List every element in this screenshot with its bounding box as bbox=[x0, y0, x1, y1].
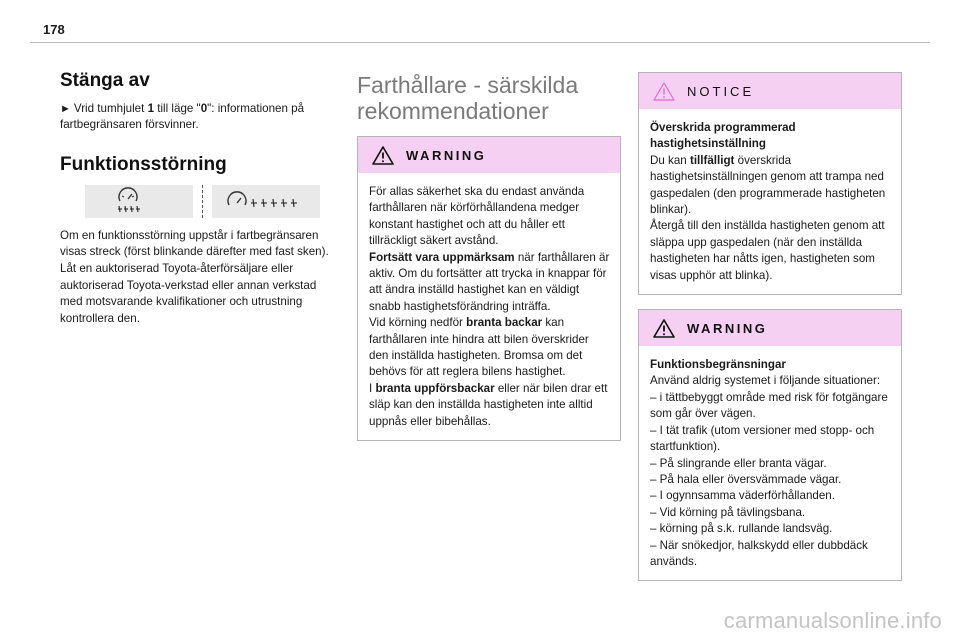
speedometer-dashes-icon bbox=[114, 187, 164, 215]
arrow-right-icon: ► bbox=[60, 102, 71, 115]
display-separator bbox=[202, 185, 203, 218]
column-left bbox=[60, 70, 335, 327]
limitation-item: – I ogynnsamma väderförhållanden. bbox=[650, 489, 835, 503]
warning-label-2: WARNING bbox=[687, 320, 768, 336]
warning-label: WARNING bbox=[406, 147, 487, 163]
limitation-item: – i tättbebyggt område med risk för fotgängare som går över vägen. bbox=[650, 390, 888, 421]
warning-header-2 bbox=[639, 310, 901, 346]
warning-para-3: Vid körning nedför branta backar kan farthållaren inte hindra att bilen överskrider den inställda hastigheten. Bromsa om det behövs för att reglera bilens hastighet. bbox=[369, 316, 589, 379]
notice-heading: Överskrida programmerad hastighetsinställning bbox=[650, 121, 796, 151]
warning-body bbox=[358, 173, 620, 440]
limitation-item: – På slingrande eller branta vägar. bbox=[650, 456, 827, 470]
top-rule bbox=[30, 42, 930, 43]
notice-para-2: Återgå till den inställda hastigheten genom att släppa upp gaspedalen (när den inställda hastigheten har nåtts igen, hastigheten som visas upphör att blinka). bbox=[650, 219, 885, 282]
malfunction-para-1: Om en funktionsstörning uppstår i fartbegränsaren visas streck (först blinkande därefter med fast sken). bbox=[60, 228, 329, 259]
warning-header bbox=[358, 137, 620, 173]
speed-limiter-dashes-display-2 bbox=[212, 185, 320, 218]
limitation-item: – I tät trafik (utom versioner med stopp- och startfunktion). bbox=[650, 423, 875, 454]
limitations-intro: Använd aldrig systemet i följande situationer: bbox=[650, 374, 881, 388]
warning-triangle-icon bbox=[372, 146, 394, 165]
notice-label: NOTICE bbox=[687, 83, 755, 99]
malfunction-para-2: Låt en auktoriserad Toyota-återförsäljare eller auktoriserad Toyota-verkstad eller annan verkstad med motsvarande kvalifikationer och utrustning kontrollera den. bbox=[60, 262, 317, 325]
warning-triangle-icon bbox=[653, 319, 675, 338]
warning-body-2 bbox=[639, 346, 901, 580]
turn-off-text: ► Vrid tumhjulet 1 till läge "0": informationen på fartbegränsaren försvinner. bbox=[60, 101, 305, 132]
watermark: carmanualsonline.info bbox=[723, 608, 942, 633]
section-title-turn-off: Stänga av bbox=[60, 70, 150, 91]
page-number: 178 bbox=[43, 22, 65, 37]
section-title-cruise-recommendations: Farthållare - särskilda rekommendationer bbox=[357, 72, 579, 124]
warning-box-cruise bbox=[357, 136, 621, 441]
notice-box bbox=[638, 72, 902, 295]
warning-para-4: I branta uppförsbackar eller när bilen drar ett släp kan den inställda hastigheten inte alltid uppnås eller bibehållas. bbox=[369, 381, 608, 428]
warning-box-limitations bbox=[638, 309, 902, 581]
warning-para-1: För allas säkerhet ska du endast använda farthållaren när körförhållandena medger konstant hastighet och att du håller ett tillräckligt säkert avstånd. bbox=[369, 185, 585, 248]
limitation-item: – Vid körning på tävlingsbana. bbox=[650, 505, 806, 519]
malfunction-displays bbox=[60, 185, 335, 218]
limitations-heading: Funktionsbegränsningar bbox=[650, 358, 786, 372]
speed-limiter-dashes-display bbox=[85, 185, 193, 218]
notice-body bbox=[639, 109, 901, 294]
limitation-item: – När snökedjor, halkskydd eller dubbdäck används. bbox=[650, 538, 868, 568]
warning-para-2: Fortsätt vara uppmärksam när farthållaren är aktiv. Om du fortsätter att trycka in knappar för att ändra inställd hastighet kan en väldigt snabb hastighetsförändring inträffa. bbox=[369, 250, 610, 313]
column-middle bbox=[357, 72, 621, 455]
section-title-malfunction: Funktionsstörning bbox=[60, 154, 227, 176]
limitation-item: – körning på s.k. rullande landsväg. bbox=[650, 522, 833, 536]
column-right bbox=[638, 72, 902, 595]
notice-para-1: Du kan tillfälligt överskrida hastighetsinställningen genom att trampa ned gaspedalen (den programmerade hastigheten blinkar). bbox=[650, 153, 886, 217]
limitation-item: – På hala eller översvämmade vägar. bbox=[650, 472, 842, 486]
notice-header bbox=[639, 73, 901, 109]
notice-triangle-icon bbox=[653, 82, 675, 101]
speedometer-dashes-inline-icon bbox=[223, 187, 309, 215]
